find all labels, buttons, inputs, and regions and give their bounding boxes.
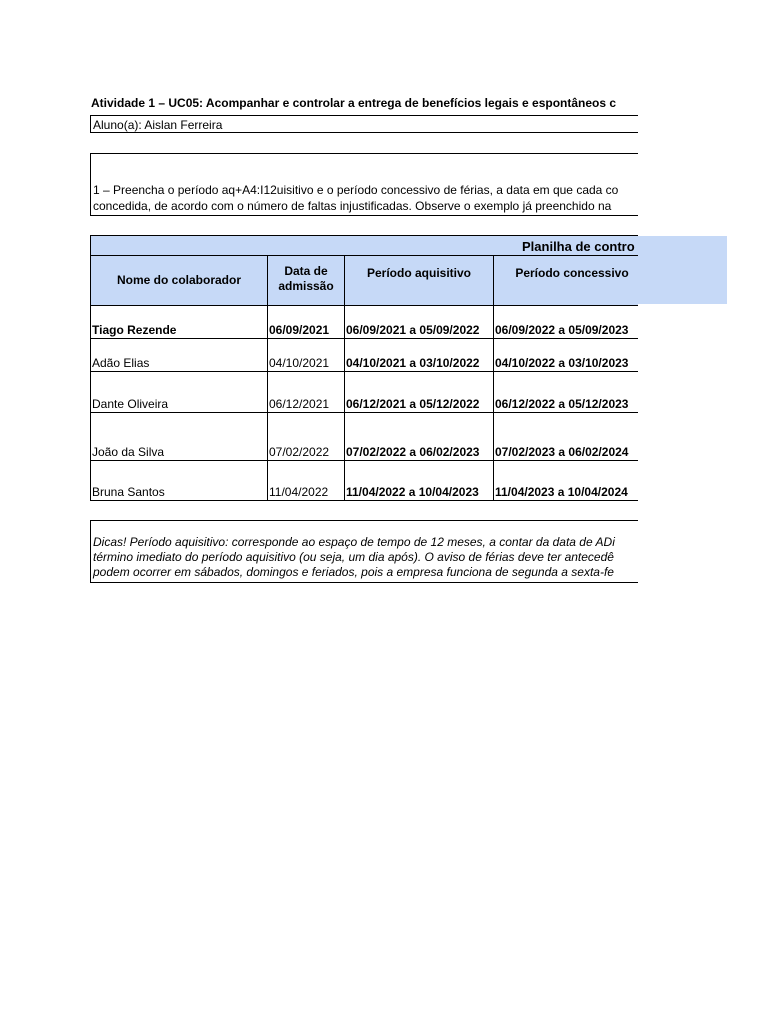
header-aquisitivo: Período aquisitivo bbox=[344, 255, 493, 305]
cell-admissao[interactable]: 06/09/2021 bbox=[267, 305, 344, 339]
tips-box bbox=[90, 520, 638, 583]
tips-line-3: podem ocorrer em sábados, domingos e feriados, pois a empresa funciona de segunda a sexta-fe bbox=[93, 565, 614, 579]
instructions-line-1: 1 – Preencha o período aq+A4:I12uisitivo e o período concessivo de férias, a data em que cada co bbox=[93, 183, 619, 197]
page-title: Atividade 1 – UC05: Acompanhar e controlar a entrega de benefícios legais e espontâneos c bbox=[91, 96, 617, 110]
header-nome: Nome do colaborador bbox=[90, 255, 267, 305]
cell-admissao[interactable]: 07/02/2022 bbox=[267, 413, 344, 461]
table-title-bar bbox=[90, 235, 638, 255]
cell-aquisitivo[interactable]: 06/12/2021 a 05/12/2022 bbox=[344, 372, 493, 413]
cell-aquisitivo[interactable]: 06/09/2021 a 05/09/2022 bbox=[344, 305, 493, 339]
cell-concessivo[interactable]: 07/02/2023 a 06/02/2024 bbox=[493, 413, 638, 461]
cell-admissao[interactable]: 04/10/2021 bbox=[267, 339, 344, 372]
cell-concessivo[interactable]: 06/12/2022 a 05/12/2023 bbox=[493, 372, 638, 413]
student-name-cell[interactable]: Aluno(a): Aislan Ferreira bbox=[90, 115, 638, 133]
cell-aquisitivo[interactable]: 07/02/2022 a 06/02/2023 bbox=[344, 413, 493, 461]
cell-concessivo[interactable]: 06/09/2022 a 05/09/2023 bbox=[493, 305, 638, 339]
tips-line-1: Dicas! Período aquisitivo: corresponde ao espaço de tempo de 12 meses, a contar da data de ADi bbox=[93, 535, 615, 549]
header-fill-overflow bbox=[638, 236, 727, 304]
cell-concessivo[interactable]: 11/04/2023 a 10/04/2024 bbox=[493, 461, 638, 501]
table-title: Planilha de contro bbox=[522, 239, 635, 254]
instructions-box bbox=[90, 153, 638, 216]
header-concessivo: Período concessivo bbox=[493, 255, 638, 305]
tips-line-2: término imediato do período aquisitivo (ou seja, um dia após). O aviso de férias deve ter antecedê bbox=[93, 550, 614, 564]
cell-nome[interactable]: Bruna Santos bbox=[90, 461, 267, 501]
cell-nome[interactable]: João da Silva bbox=[90, 413, 267, 461]
cell-admissao[interactable]: 06/12/2021 bbox=[267, 372, 344, 413]
cell-concessivo[interactable]: 04/10/2022 a 03/10/2023 bbox=[493, 339, 638, 372]
header-admissao: Data de admissão bbox=[267, 255, 344, 305]
cell-admissao[interactable]: 11/04/2022 bbox=[267, 461, 344, 501]
cell-nome[interactable]: Dante Oliveira bbox=[90, 372, 267, 413]
cell-aquisitivo[interactable]: 11/04/2022 a 10/04/2023 bbox=[344, 461, 493, 501]
cell-aquisitivo[interactable]: 04/10/2021 a 03/10/2022 bbox=[344, 339, 493, 372]
cell-nome[interactable]: Adão Elias bbox=[90, 339, 267, 372]
instructions-line-2: concedida, de acordo com o número de faltas injustificadas. Observe o exemplo já preenchido na bbox=[93, 199, 612, 213]
cell-nome[interactable]: Tiago Rezende bbox=[90, 305, 267, 339]
